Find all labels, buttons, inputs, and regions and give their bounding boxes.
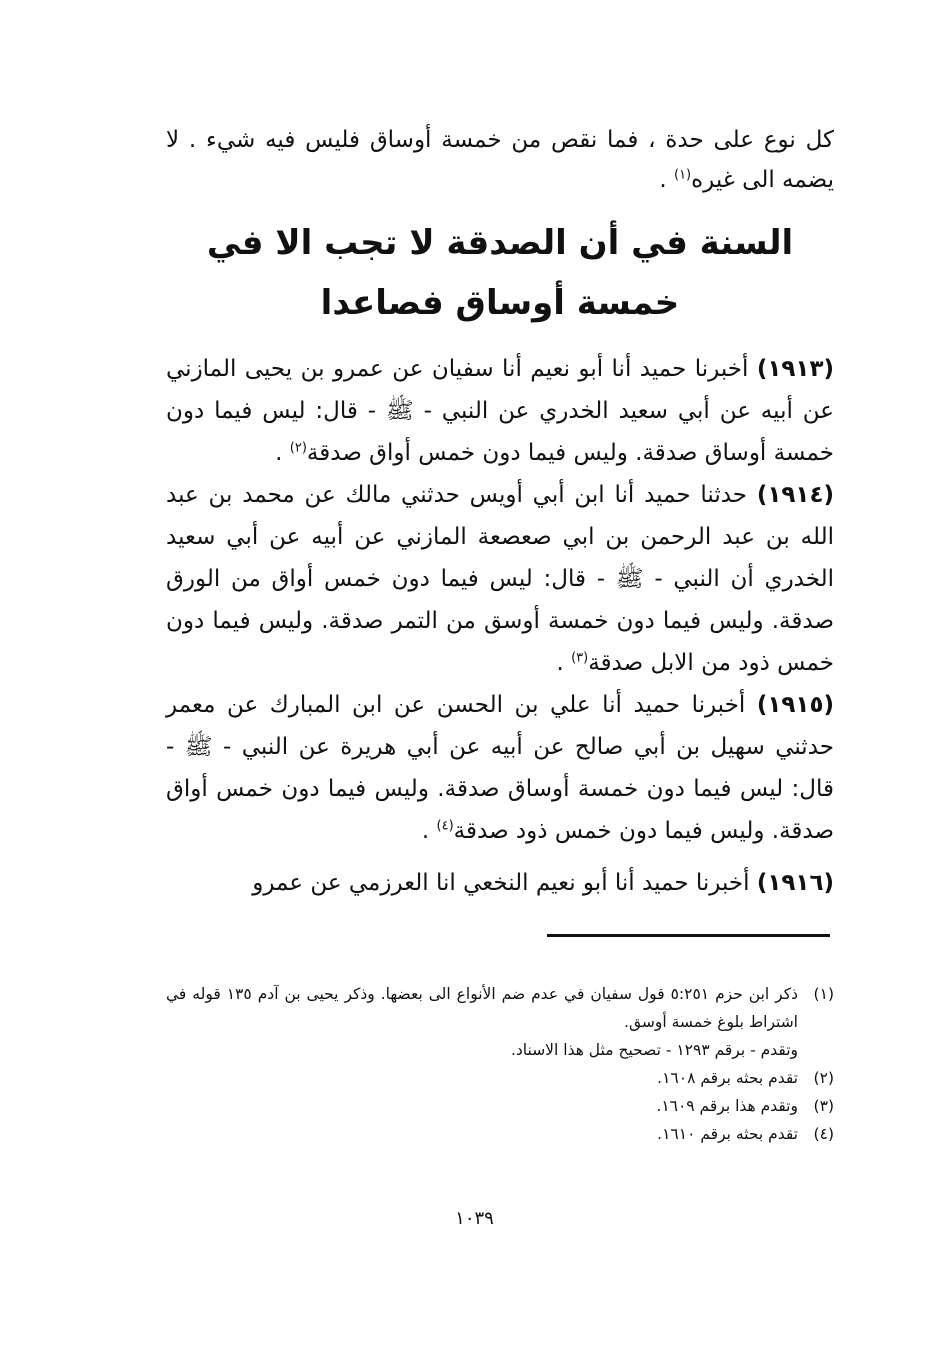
- footnote-2: [166, 1064, 834, 1092]
- footnotes: [166, 980, 834, 1148]
- hadith-text: أخبرنا حميد أنا علي بن الحسن عن ابن المبارك عن معمر حدثني سهيل بن أبي صالح عن أبيه عن أبي هريرة عن النبي - ﷺ - قال: ليس فيما دون خمسة أوساق صدقة. وليس فيما دون خمس أواق صدقة. وليس فيما دون خمس ذود صدقة: [166, 692, 834, 844]
- footnote-3: [166, 1092, 834, 1120]
- footnote-number: (١): [813, 985, 834, 1003]
- footnote-1-continuation: وتقدم - برقم ١٢٩٣ - تصحيح مثل هذا الاسناد.: [510, 1041, 798, 1059]
- hadith-1915: [166, 684, 834, 852]
- hadith-1916: [166, 862, 834, 904]
- footnote-ref: (٣): [571, 650, 589, 666]
- footnote-text: تقدم بحثه برقم ١٦٠٨.: [657, 1069, 798, 1087]
- hadith-1914: [166, 474, 834, 684]
- hadith-end: .: [421, 818, 437, 844]
- hadith-end: .: [556, 650, 572, 676]
- hadith-text: حدثنا حميد أنا ابن أبي أويس حدثني مالك عن محمد بن عبد الله بن عبد الرحمن بن ابي صعصعة المازني عن أبيه عن أبي سعيد الخدري أن النبي - ﷺ - قال: ليس فيما دون خمس أواق من الورق صدقة. وليس فيما دون خمسة أوسق من التمر صدقة. وليس فيما دون خمس ذود من الابل صدقة: [166, 482, 834, 676]
- section-title-line-2: خمسة أوساق فصاعدا: [320, 283, 680, 323]
- hadith-end: .: [275, 440, 290, 466]
- footnote-number: (٣): [813, 1097, 834, 1115]
- intro-end: .: [659, 167, 674, 193]
- page-number: ١٠٣٩: [455, 1208, 494, 1229]
- footnote-ref: (١): [673, 167, 692, 183]
- hadith-number: (١٩١٥): [756, 692, 834, 718]
- intro-text: كل نوع على حدة ، فما نقص من خمسة أوساق فليس فيه شيء . لا يضمه الى غيره: [166, 127, 834, 193]
- hadith-number: (١٩١٤): [756, 482, 834, 508]
- footnote-ref: (٤): [436, 818, 454, 834]
- footnote-text: وتقدم هذا برقم ١٦٠٩.: [656, 1097, 798, 1115]
- hadith-list: [166, 348, 834, 904]
- hadith-number: (١٩١٣): [756, 356, 834, 382]
- hadith-text: أخبرنا حميد أنا أبو نعيم أنا سفيان عن عمرو بن يحيى المازني عن أبيه عن أبي سعيد الخدري عن النبي - ﷺ - قال: ليس فيما دون خمسة أوساق صدقة. وليس فيما دون خمس أواق صدقة: [166, 356, 834, 466]
- footnote-number: (٢): [813, 1069, 834, 1087]
- hadith-text: أخبرنا حميد أنا أبو نعيم النخعي انا العرزمي عن عمرو: [252, 870, 757, 896]
- intro-paragraph: [166, 120, 834, 200]
- footnote-text: ذكر ابن حزم ٥:٢٥١ قول سفيان في عدم ضم الأنواع الى بعضها. وذكر يحيى بن آدم ١٣٥ قوله في اشتراط بلوغ خمسة أوسق.: [166, 985, 799, 1031]
- hadith-number: (١٩١٦): [756, 870, 834, 896]
- footnote-divider: [547, 934, 830, 937]
- footnote-number: (٤): [813, 1125, 834, 1143]
- footnote-4: [166, 1120, 834, 1148]
- hadith-1913: [166, 348, 834, 474]
- section-title-line-1: السنة في أن الصدقة لا تجب الا في: [206, 223, 794, 263]
- footnote-text: تقدم بحثه برقم ١٦١٠.: [657, 1125, 798, 1143]
- footnote-1: [166, 980, 834, 1036]
- footnote-ref: (٢): [289, 440, 307, 456]
